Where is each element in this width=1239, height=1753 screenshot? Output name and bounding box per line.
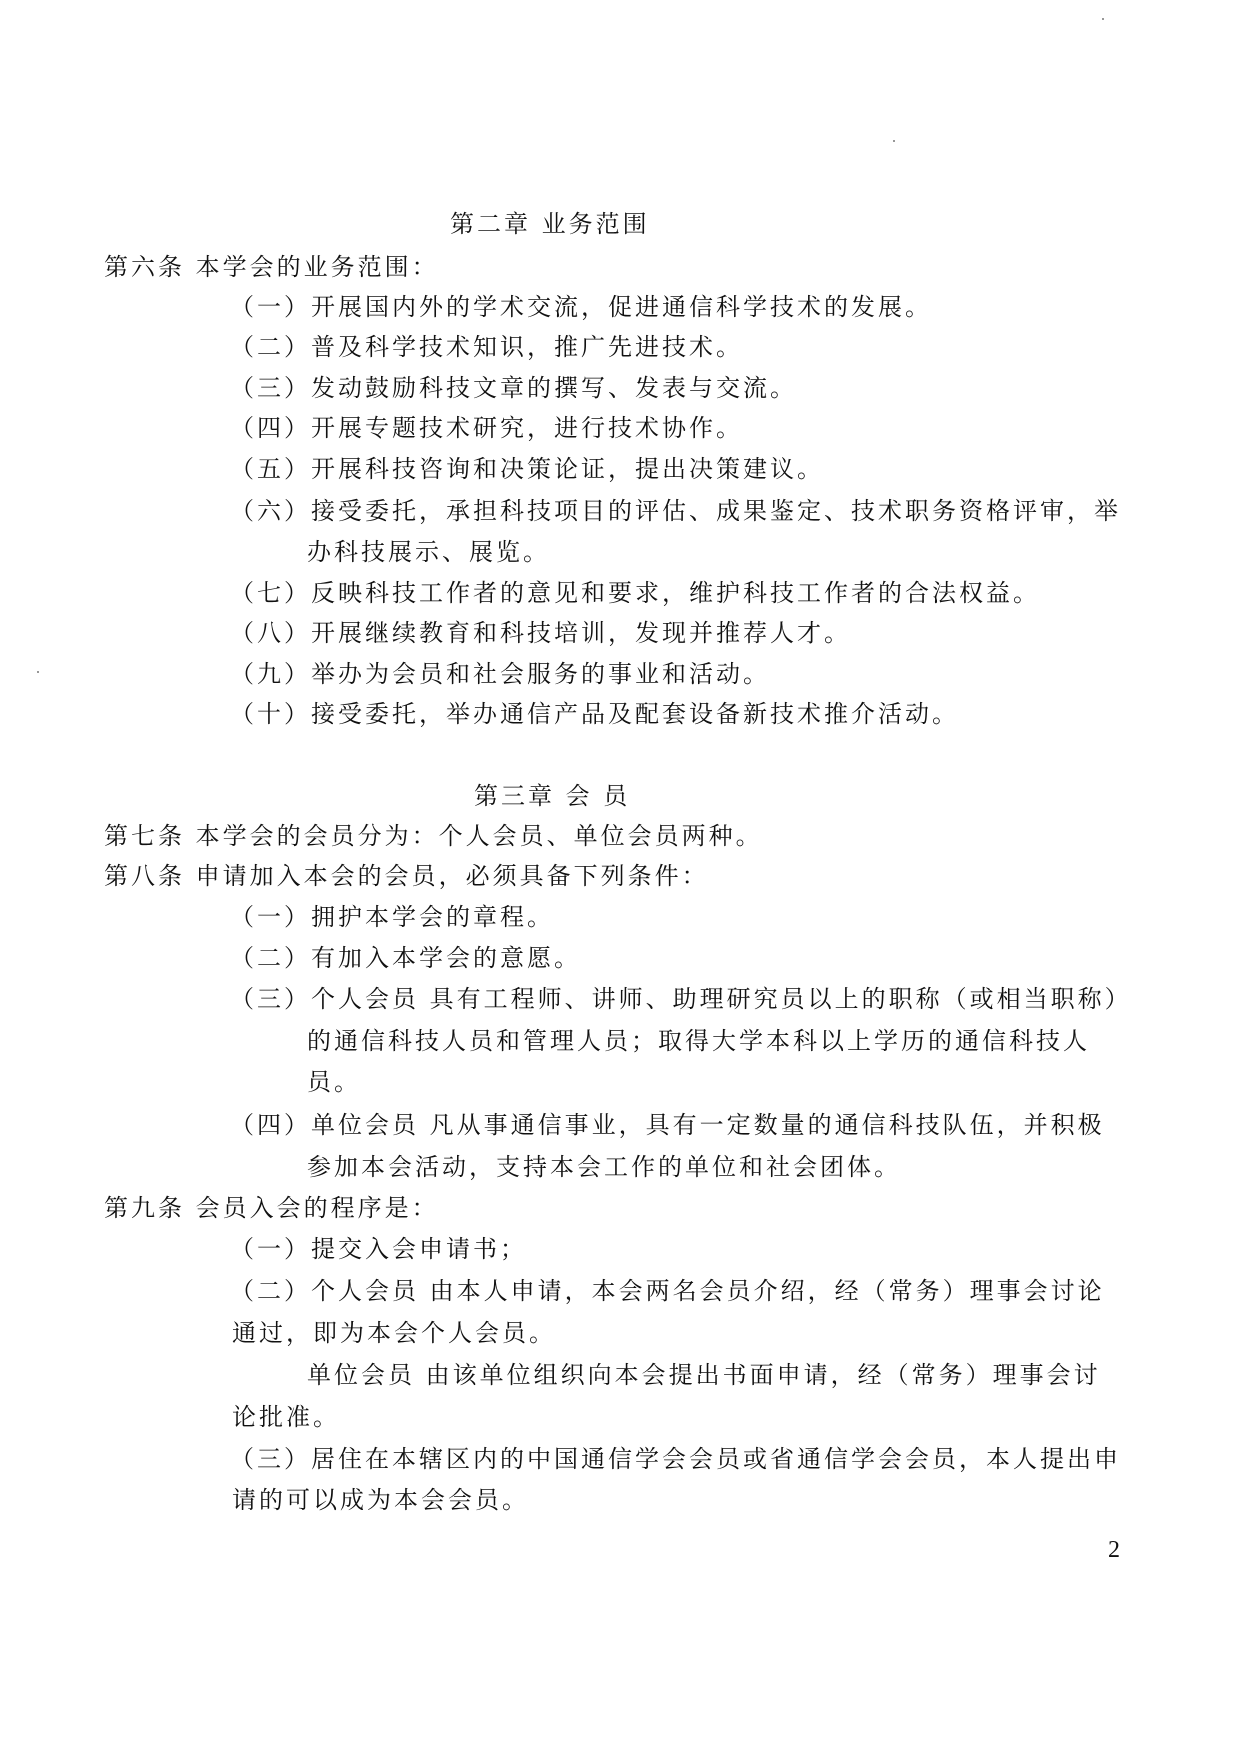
scan-speck — [1102, 18, 1104, 20]
article-6-item-7: （七）反映科技工作者的意见和要求，维护科技工作者的合法权益。 — [230, 579, 1040, 607]
article-8-item-1: （一）拥护本学会的章程。 — [230, 903, 554, 931]
article-6-item-6: （六）接受委托，承担科技项目的评估、成果鉴定、技术职务资格评审，举 — [230, 497, 1121, 525]
article-9-item-2-unit-cont: 论批准。 — [232, 1403, 340, 1431]
scan-speck — [37, 671, 39, 673]
article-6-item-9: （九）举办为会员和社会服务的事业和活动。 — [230, 660, 770, 688]
article-6-item-6-cont: 办科技展示、展览。 — [307, 538, 550, 566]
article-6-item-5: （五）开展科技咨询和决策论证，提出决策建议。 — [230, 455, 824, 483]
scan-speck — [893, 140, 895, 142]
article-6-item-2: （二）普及科学技术知识，推广先进技术。 — [230, 333, 743, 361]
article-9-item-2-unit: 单位会员 由该单位组织向本会提出书面申请，经（常务）理事会讨 — [307, 1361, 1101, 1389]
chapter-3-title: 第三章 会 员 — [474, 782, 631, 810]
article-9-heading: 第九条 会员入会的程序是： — [104, 1194, 439, 1222]
article-8-item-2: （二）有加入本学会的意愿。 — [230, 944, 581, 972]
article-8-heading: 第八条 申请加入本会的会员，必须具备下列条件： — [104, 862, 709, 890]
article-9-item-2: （二）个人会员 由本人申请，本会两名会员介绍，经（常务）理事会讨论 — [230, 1277, 1105, 1305]
article-6-item-4: （四）开展专题技术研究，进行技术协作。 — [230, 414, 743, 442]
article-9-item-3: （三）居住在本辖区内的中国通信学会会员或省通信学会会员，本人提出申 — [230, 1445, 1121, 1473]
article-6-item-3: （三）发动鼓励科技文章的撰写、发表与交流。 — [230, 374, 797, 402]
article-8-item-3: （三）个人会员 具有工程师、讲师、助理研究员以上的职称（或相当职称） — [230, 985, 1132, 1013]
article-8-item-3-cont-2: 员。 — [307, 1068, 361, 1096]
article-6-item-10: （十）接受委托，举办通信产品及配套设备新技术推介活动。 — [230, 700, 959, 728]
article-8-item-4: （四）单位会员 凡从事通信事业，具有一定数量的通信科技队伍，并积极 — [230, 1111, 1105, 1139]
article-9-item-1: （一）提交入会申请书； — [230, 1235, 527, 1263]
article-9-item-2-cont: 通过，即为本会个人会员。 — [232, 1319, 556, 1347]
article-9-item-3-cont: 请的可以成为本会会员。 — [232, 1486, 529, 1514]
page-number: 2 — [1108, 1537, 1120, 1563]
article-8-item-3-cont-1: 的通信科技人员和管理人员；取得大学本科以上学历的通信科技人 — [307, 1027, 1090, 1055]
article-8-item-4-cont: 参加本会活动，支持本会工作的单位和社会团体。 — [307, 1153, 901, 1181]
article-6-heading: 第六条 本学会的业务范围： — [104, 253, 439, 281]
chapter-2-title: 第二章 业务范围 — [450, 210, 650, 238]
article-6-item-1: （一）开展国内外的学术交流，促进通信科学技术的发展。 — [230, 293, 932, 321]
article-7: 第七条 本学会的会员分为：个人会员、单位会员两种。 — [104, 822, 763, 850]
article-6-item-8: （八）开展继续教育和科技培训，发现并推荐人才。 — [230, 619, 851, 647]
